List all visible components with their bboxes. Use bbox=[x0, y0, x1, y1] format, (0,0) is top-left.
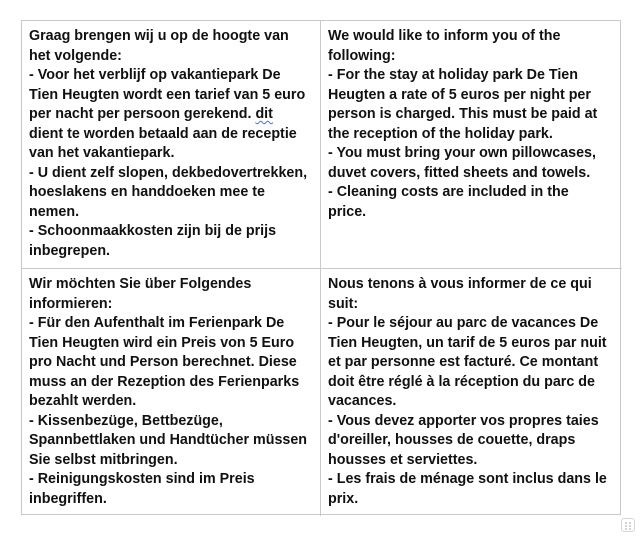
cell-french[interactable] bbox=[321, 269, 622, 516]
drag-handle-icon[interactable] bbox=[621, 518, 635, 532]
cell-dutch[interactable] bbox=[22, 21, 321, 269]
german-text: Wir möchten Sie über Folgendes informieren: - Für den Aufenthalt im Ferienpark De Tien Heugten wird ein Preis von 5 Euro pro Nacht und Person berechnet. Diese muss an der Rezeption des Ferienparks bezahlt werden. - Kissenbezüge, Bettbezüge, Spannbettlaken und Handtücher müssen Sie selbst mitbringen. - Reinigungskosten sind im Preis inbegriffen. bbox=[29, 276, 308, 507]
dutch-text: Graag brengen wij u op de hoogte van het volgende: - Voor het verblijf op vakantiepark De Tien Heugten wordt een tarief van 5 euro per nacht per persoon gerekend. dit dient te worden betaald aan de receptie van het vakantiepark. - U dient zelf slopen, dekbedovertrekken, hoeslakens en handdoeken mee te nemen. - Schoonmaakkosten zijn bij de prijs inbegrepen. bbox=[29, 28, 308, 259]
cell-english[interactable] bbox=[321, 21, 622, 269]
french-text: Nous tenons à vous informer de ce qui suit: - Pour le séjour au parc de vacances De Tien Heugten, un tarif de 5 euros par nuit et par personne est facturé. Ce montant doit être réglé à la réception du parc de vacances. - Vous devez apporter vos propres taies d'oreiller, housses de couette, draps housses et serviettes. - Les frais de ménage sont inclus dans le prix. bbox=[328, 276, 607, 507]
cell-german[interactable] bbox=[22, 269, 321, 516]
drag-dots-icon bbox=[622, 520, 634, 532]
spellcheck-word[interactable]: dit bbox=[255, 106, 273, 122]
translation-table bbox=[21, 20, 621, 515]
english-text: We would like to inform you of the following: - For the stay at holiday park De Tien Heugten a rate of 5 euros per night per person is charged. This must be paid at the reception of the holiday park. - You must bring your own pillowcases, duvet covers, fitted sheets and towels. - Cleaning costs are included in the price. bbox=[328, 28, 598, 220]
